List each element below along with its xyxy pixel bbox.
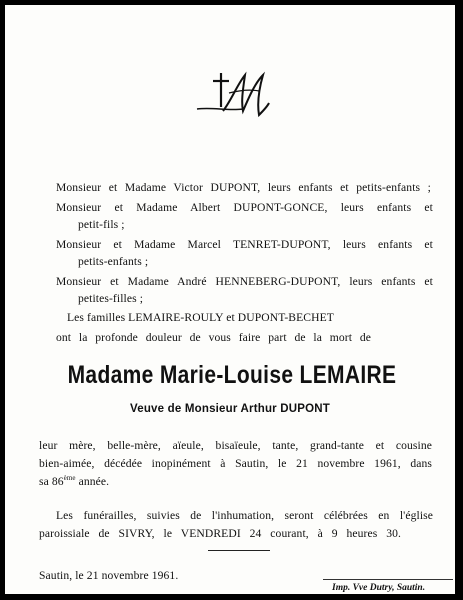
deceased-name: Madame Marie-Louise LEMAIRE [67,361,397,389]
family-line: Monsieur et Madame Albert DUPONT-GONCE, leurs enfants et [56,201,433,214]
printer-credit: Imp. Vve Dutry, Sautin. [332,583,426,593]
cross-monogram-icon [193,67,273,125]
relations-line-last [39,474,109,488]
family-line: Monsieur et Madame Victor DUPONT, leurs enfants et petits-enfants ; [56,181,431,194]
funeral-line: paroissiale de SIVRY, le VENDREDI 24 courant, à 9 heures 30. [39,527,401,540]
family-line-continued: petits-enfants ; [78,255,149,268]
relations-line: leur mère, belle-mère, aïeule, bisaïeule, tante, grand-tante et cousine [39,439,432,452]
widow-of: Veuve de Monsieur Arthur DUPONT [129,403,331,415]
announcement-line: ont la profonde douleur de vous faire part de la mort de [56,331,371,344]
funeral-line: Les funérailles, suivies de l'inhumation, seront célébrées en l'église [56,509,433,522]
relations-age-prefix: sa 86 [39,474,64,488]
other-families: Les familles LEMAIRE-ROULY et DUPONT-BECHET [67,311,334,324]
family-line-continued: petites-filles ; [78,292,144,305]
printer-divider [323,579,453,580]
death-notice-card [5,5,455,594]
divider [208,550,270,551]
family-line: Monsieur et Madame Marcel TENRET-DUPONT, leurs enfants et [56,238,433,251]
family-line: Monsieur et Madame André HENNEBERG-DUPONT, leurs enfants et [56,275,433,288]
family-line-continued: petit-fils ; [78,218,125,231]
relations-age-suffix: année. [75,474,110,488]
relations-age-ordinal: ème [63,474,76,482]
relations-line: bien-aimée, décédée inopinément à Sautin, le 21 novembre 1961, dans [39,457,432,470]
place-date: Sautin, le 21 novembre 1961. [39,569,179,582]
